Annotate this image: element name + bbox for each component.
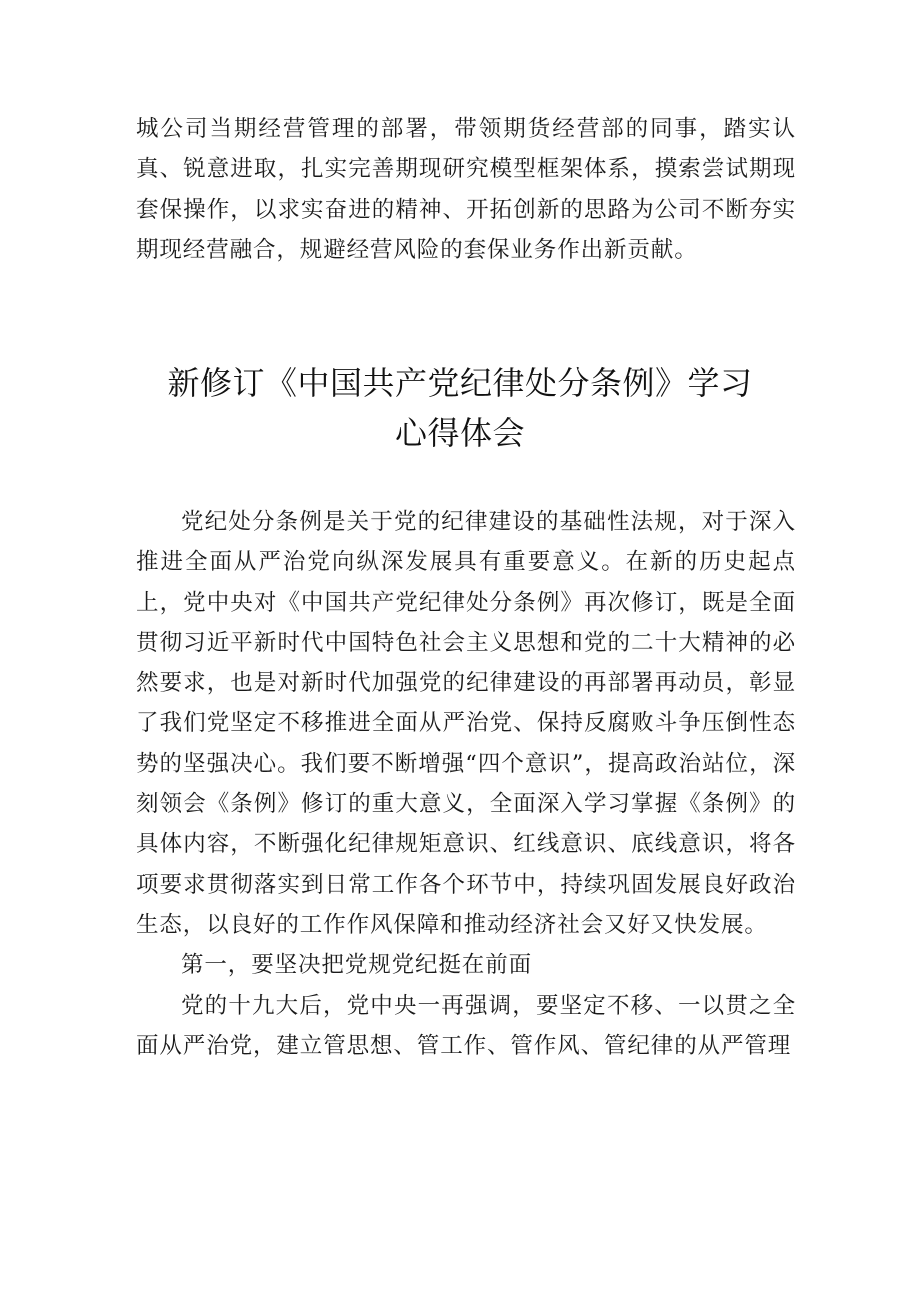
document-title <box>60 358 860 458</box>
title-line-2: 心得体会 <box>394 414 525 452</box>
title-line-1: 新修订《中国共产党纪律处分条例》学习 <box>167 364 753 402</box>
body-paragraph: 党的十九大后，党中央一再强调，要坚定不移、一以贯之全面从严治党，建立管思想、管工作、管作风、管纪律的从严管理 <box>136 992 796 1059</box>
body-paragraph: 党纪处分条例是关于党的纪律建设的基础性法规，对于深入推进全面从严治党向纵深发展具有重要意义。在新的历史起点上，党中央对《中国共产党纪律处分条例》再次修订，既是全面贯彻习近平新时代中国特色社会主义思想和党的二十大精神的必然要求，也是对新时代加强党的纪律建设的再部署再动员，彰显了我们党坚定不移推进全面从严治党、保持反腐败斗争压倒性态势的坚强决心。我们要不断增强“四个意识”，提高政治站位，深刻领会《条例》修订的重大意义，全面深入学习掌握《条例》的具体内容，不断强化纪律规矩意识、红线意识、底线意识，将各项要求贯彻落实到日常工作各个环节中，持续巩固发展良好政治生态，以良好的工作作风保障和推动经济社会又好又快发展。 <box>136 509 796 938</box>
body-text-block <box>136 502 796 1066</box>
intro-text-block <box>136 109 796 270</box>
intro-paragraph: 城公司当期经营管理的部署，带领期货经营部的同事，踏实认真、锐意进取，扎实完善期现研究模型框架体系，摸索尝试期现套保操作，以求实奋进的精神、开拓创新的思路为公司不断夯实期现经营融合，规避经营风险的套保业务作出新贡献。 <box>136 116 796 263</box>
section-heading: 第一，要坚决把党规党纪挺在前面 <box>181 952 533 979</box>
